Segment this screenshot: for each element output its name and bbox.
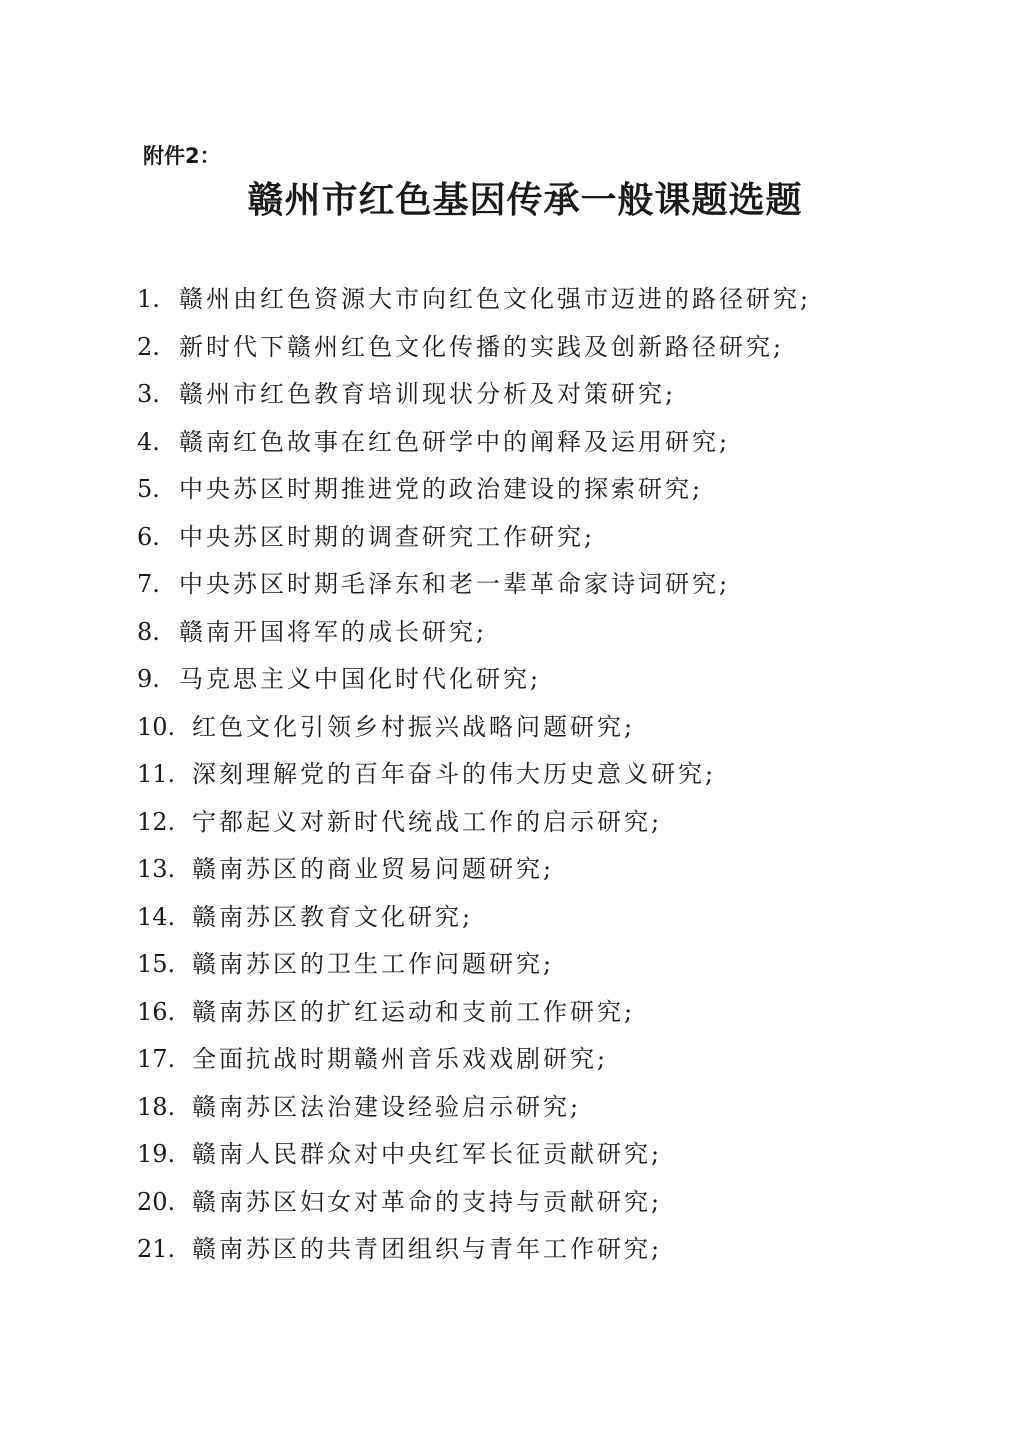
list-item — [137, 371, 811, 419]
item-text: 赣南苏区妇女对革命的支持与贡献研究; — [192, 1187, 663, 1216]
item-number: 17. — [137, 1045, 176, 1073]
item-number: 21. — [137, 1235, 176, 1263]
list-item — [137, 989, 811, 1037]
item-number: 9. — [137, 665, 160, 693]
item-text: 赣南苏区的共青团组织与青年工作研究; — [192, 1235, 663, 1263]
attachment-label: 附件2： — [143, 144, 221, 168]
item-number: 10. — [137, 712, 176, 741]
item-text: 深刻理解党的百年奋斗的伟大历史意义研究; — [192, 760, 717, 788]
list-item — [137, 609, 811, 657]
item-text: 赣南苏区的扩红运动和支前工作研究; — [192, 997, 636, 1026]
item-text: 赣州由红色资源大市向红色文化强市迈进的路径研究; — [179, 285, 812, 313]
item-number: 15. — [137, 950, 176, 978]
item-text: 赣南苏区法治建设经验启示研究; — [192, 1092, 582, 1121]
list-item — [137, 799, 811, 847]
list-item — [137, 514, 811, 562]
item-number: 3. — [137, 380, 160, 408]
item-number: 5. — [137, 475, 160, 503]
list-item — [137, 656, 811, 704]
item-text: 赣南苏区的卫生工作问题研究; — [192, 950, 555, 978]
list-item — [137, 1179, 811, 1227]
item-number: 11. — [137, 760, 176, 788]
item-number: 8. — [137, 617, 160, 646]
item-text: 红色文化引领乡村振兴战略问题研究; — [192, 712, 636, 741]
item-text: 赣南开国将军的成长研究; — [179, 617, 488, 646]
item-text: 中央苏区时期毛泽东和老一辈革命家诗词研究; — [179, 570, 731, 598]
item-number: 6. — [137, 522, 160, 551]
item-text: 全面抗战时期赣州音乐戏戏剧研究; — [192, 1045, 609, 1073]
list-item — [137, 1131, 811, 1179]
item-text: 赣南人民群众对中央红军长征贡献研究; — [192, 1140, 663, 1168]
list-item — [137, 1226, 811, 1274]
topic-list — [137, 276, 811, 1274]
list-item — [137, 941, 811, 989]
item-text: 赣南苏区的商业贸易问题研究; — [192, 855, 555, 883]
item-number: 18. — [137, 1092, 176, 1121]
list-item — [137, 561, 811, 609]
item-number: 20. — [137, 1187, 176, 1216]
list-item — [137, 324, 811, 372]
item-text: 中央苏区时期推进党的政治建设的探索研究; — [179, 475, 704, 503]
item-number: 19. — [137, 1140, 176, 1168]
list-item — [137, 894, 811, 942]
item-number: 12. — [137, 807, 176, 836]
list-item — [137, 1036, 811, 1084]
item-number: 4. — [137, 427, 160, 456]
list-item — [137, 751, 811, 799]
list-item — [137, 846, 811, 894]
item-text: 宁都起义对新时代统战工作的启示研究; — [192, 807, 663, 836]
list-item — [137, 1084, 811, 1132]
item-text: 赣南红色故事在红色研学中的阐释及运用研究; — [179, 427, 731, 456]
item-number: 2. — [137, 332, 160, 361]
item-number: 1. — [137, 285, 160, 313]
list-item — [137, 466, 811, 514]
item-text: 中央苏区时期的调查研究工作研究; — [179, 522, 596, 551]
item-number: 16. — [137, 997, 176, 1026]
list-item — [137, 704, 811, 752]
item-text: 新时代下赣州红色文化传播的实践及创新路径研究; — [179, 332, 785, 361]
item-number: 7. — [137, 570, 160, 598]
item-number: 13. — [137, 855, 176, 883]
document-title: 赣州市红色基因传承一般课题选题 — [247, 180, 803, 221]
list-item — [137, 276, 811, 324]
list-item — [137, 419, 811, 467]
item-text: 马克思主义中国化时代化研究; — [179, 665, 542, 693]
item-number: 14. — [137, 902, 176, 931]
item-text: 赣州市红色教育培训现状分析及对策研究; — [179, 380, 677, 408]
item-text: 赣南苏区教育文化研究; — [192, 902, 474, 931]
